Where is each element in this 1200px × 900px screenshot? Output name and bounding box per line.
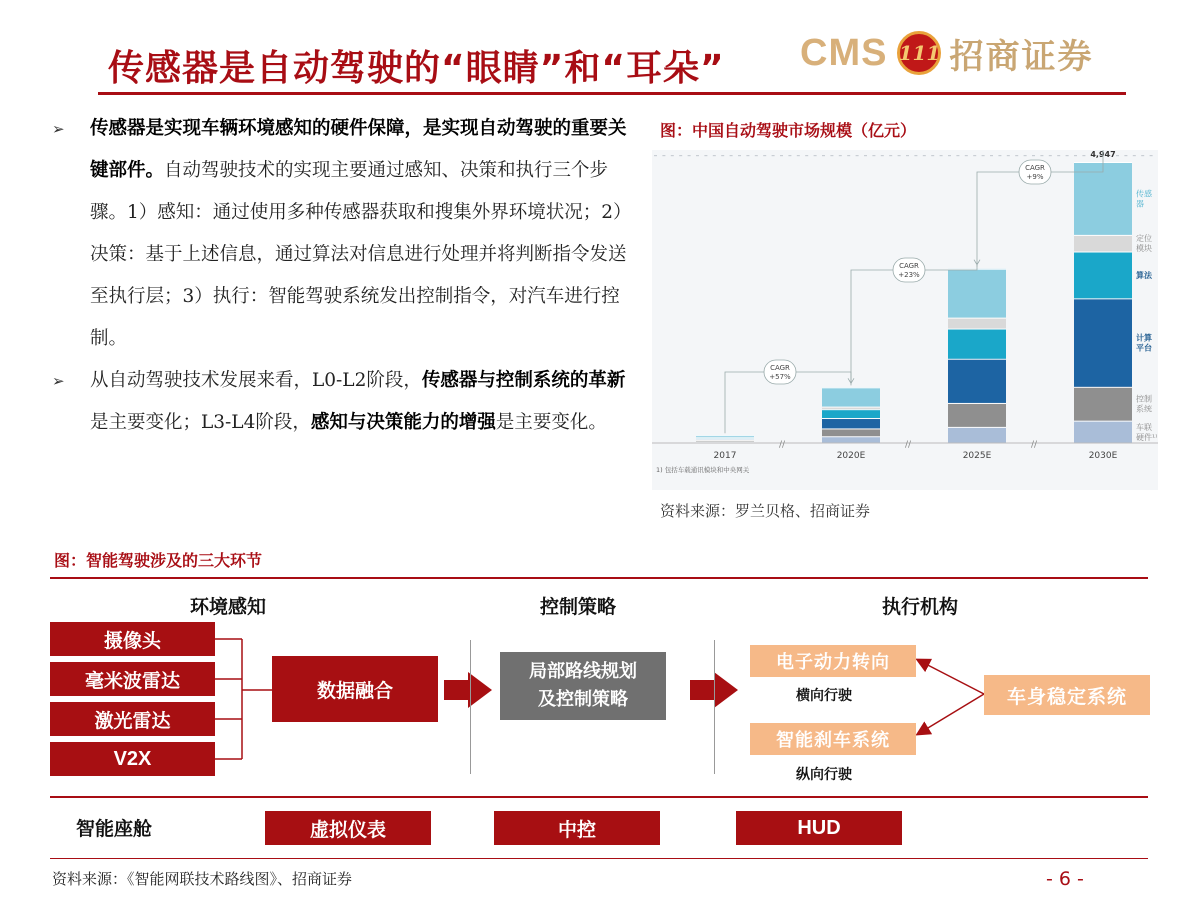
cockpit-virtual-cluster: 虚拟仪表 [265,811,431,845]
column-divider-1 [470,640,471,774]
cockpit-center-console: 中控 [494,811,660,845]
bullet-arrow-icon: ➢ [52,372,65,390]
legend-label: 计算 [1136,333,1152,343]
bullet-2-bold2: 感知与决策能力的增强 [310,412,496,433]
legend-label: 算法 [1136,270,1152,280]
cagr-value: +57% [769,373,791,381]
footer-source: 资料来源：《智能网联技术路线图》、招商证券 [52,870,353,888]
legend-label: 车联 [1136,422,1152,432]
sensor-bracket-lines [215,639,272,759]
chart-title: 图：中国自动驾驶市场规模（亿元） [660,121,917,140]
cagr-label: CAGR [770,364,790,372]
bullet-2-seg2: 是主要变化；L3-L4阶段， [90,412,311,433]
col-head-execution: 执行机构 [882,596,959,618]
sensor-mmwave-radar: 毫米波雷达 [50,662,215,696]
legend-label: 器 [1136,199,1144,209]
stability-system-box: 车身稳定系统 [984,675,1150,715]
axis-break-mark: // [778,440,786,450]
arrow-to-planning-icon [444,672,492,708]
sensor-lidar: 激光雷达 [50,702,215,736]
cagr-value: +9% [1026,173,1044,181]
page-title: 传感器是自动驾驶的“眼睛”和“耳朵” [108,48,725,89]
logo-company-name: 招商证券 [949,36,1094,77]
axis-break-mark: // [1030,440,1038,450]
footer-rule [50,858,1148,859]
axis-break-mark: // [904,440,912,450]
total-label-2030: 4,947 [1090,150,1116,159]
lateral-driving-label: 横向行驶 [796,688,852,704]
x-tick-label: 2030E [1088,451,1118,461]
legend-label: 控制 [1136,394,1152,404]
column-divider-2 [714,640,715,774]
legend-label: 硬件¹⁾ [1136,432,1158,442]
x-tick-label: 2020E [836,451,866,461]
legend-label: 平台 [1136,343,1152,353]
longitudinal-driving-label: 纵向行驶 [796,767,852,783]
bullet-1-text: 自动驾驶技术的实现主要通过感知、决策和执行三个步骤。1）感知：通过使用多种传感器获取和搜集外界环境状况；2）决策：基于上述信息，通过算法对信息进行处理并将判断指令发送至执行层；3）执行：智能驾驶系统发出控制指令，对汽车进行控制。 [90,160,632,349]
sensor-v2x: V2X [50,742,215,776]
legend-label: 传感 [1136,189,1152,199]
electric-power-steering-box: 电子动力转向 [750,645,916,677]
x-tick-label: 2025E [962,451,992,461]
stability-to-brake-arrow [918,694,984,734]
logo-cms-text: CMS [800,31,888,74]
stability-to-steering-arrow [918,660,984,694]
col-head-perception: 环境感知 [190,596,267,618]
chart-source: 资料来源：罗兰贝格、招商证券 [660,502,871,520]
bullet-2-bold1: 传感器与控制系统的革新 [421,370,626,391]
smart-cockpit-label: 智能座舱 [76,818,153,840]
bullet-2-seg1: 从自动驾驶技术发展来看，L0-L2阶段， [90,370,422,391]
diagram-mid-rule [50,796,1148,798]
data-fusion-box: 数据融合 [272,656,438,722]
page-number: - 6 - [1046,868,1084,890]
planning-line-1: 局部路线规划 [529,661,637,682]
logo-mark-icon: 111 [897,31,941,75]
smart-brake-box: 智能刹车系统 [750,723,916,755]
legend-label: 定位 [1136,234,1152,244]
cagr-label: CAGR [1025,164,1045,172]
cockpit-hud: HUD [736,811,902,845]
cagr-label: CAGR [899,262,919,270]
col-head-control: 控制策略 [540,596,617,618]
diagram-title: 图：智能驾驶涉及的三大环节 [54,551,263,570]
local-planning-box [500,652,666,720]
cagr-value: +23% [898,271,920,279]
bullet-2-seg3: 是主要变化。 [495,412,607,433]
legend-label: 模块 [1136,244,1152,254]
bullet-1-bold: 传感器是实现车辆环境感知的硬件保障，是实现自动驾驶的重要关键部件。 [90,118,627,181]
planning-line-2: 及控制策略 [538,689,628,710]
legend-label: 系统 [1136,404,1152,414]
x-tick-label: 2017 [713,451,737,461]
chart-footnote: 1) 包括车载通讯模块和中央网关 [656,466,750,474]
sensor-camera: 摄像头 [50,622,215,656]
bullet-arrow-icon: ➢ [52,120,65,138]
